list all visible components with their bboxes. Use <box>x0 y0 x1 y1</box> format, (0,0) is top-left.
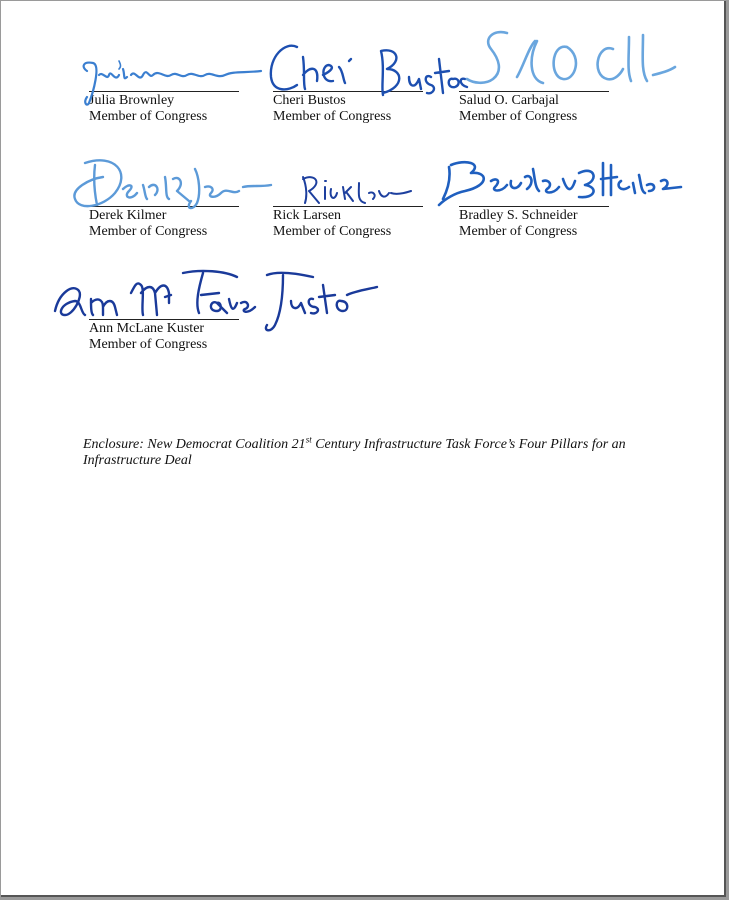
signature-larsen <box>293 169 413 211</box>
signature-line <box>273 91 423 92</box>
signature-line <box>459 91 609 92</box>
signature-line <box>273 206 423 207</box>
signer-name: Ann McLane Kuster <box>89 321 205 336</box>
signature-carbajal <box>463 27 678 95</box>
signature-line <box>89 91 239 92</box>
signer-name: Julia Brownley <box>89 93 175 108</box>
signer-title: Member of Congress <box>273 109 392 124</box>
enclosure-text-continued: Century Infrastructure Task Force’s Four Pillars for an Infrastructure Deal <box>83 437 626 468</box>
signature-schneider <box>435 151 685 211</box>
signer-name: Rick Larsen <box>273 208 342 223</box>
signer-name: Cheri Bustos <box>273 93 346 108</box>
signer-title: Member of Congress <box>459 109 578 124</box>
signature-line <box>459 206 609 207</box>
signature-line <box>89 319 239 320</box>
letter-page <box>1 1 726 897</box>
signer-title: Member of Congress <box>459 224 578 239</box>
signer-name: Salud O. Carbajal <box>459 93 559 108</box>
enclosure-text: Enclosure: New Democrat Coalition 21 <box>83 437 306 452</box>
signer-title: Member of Congress <box>89 109 208 124</box>
enclosure-note <box>83 434 643 469</box>
enclosure-superscript: st <box>305 434 312 445</box>
signer-name: Derek Kilmer <box>89 208 167 223</box>
signer-name: Bradley S. Schneider <box>459 208 578 223</box>
signer-title: Member of Congress <box>89 224 208 239</box>
signer-title: Member of Congress <box>89 337 208 352</box>
signer-title: Member of Congress <box>273 224 392 239</box>
signature-line <box>89 206 239 207</box>
